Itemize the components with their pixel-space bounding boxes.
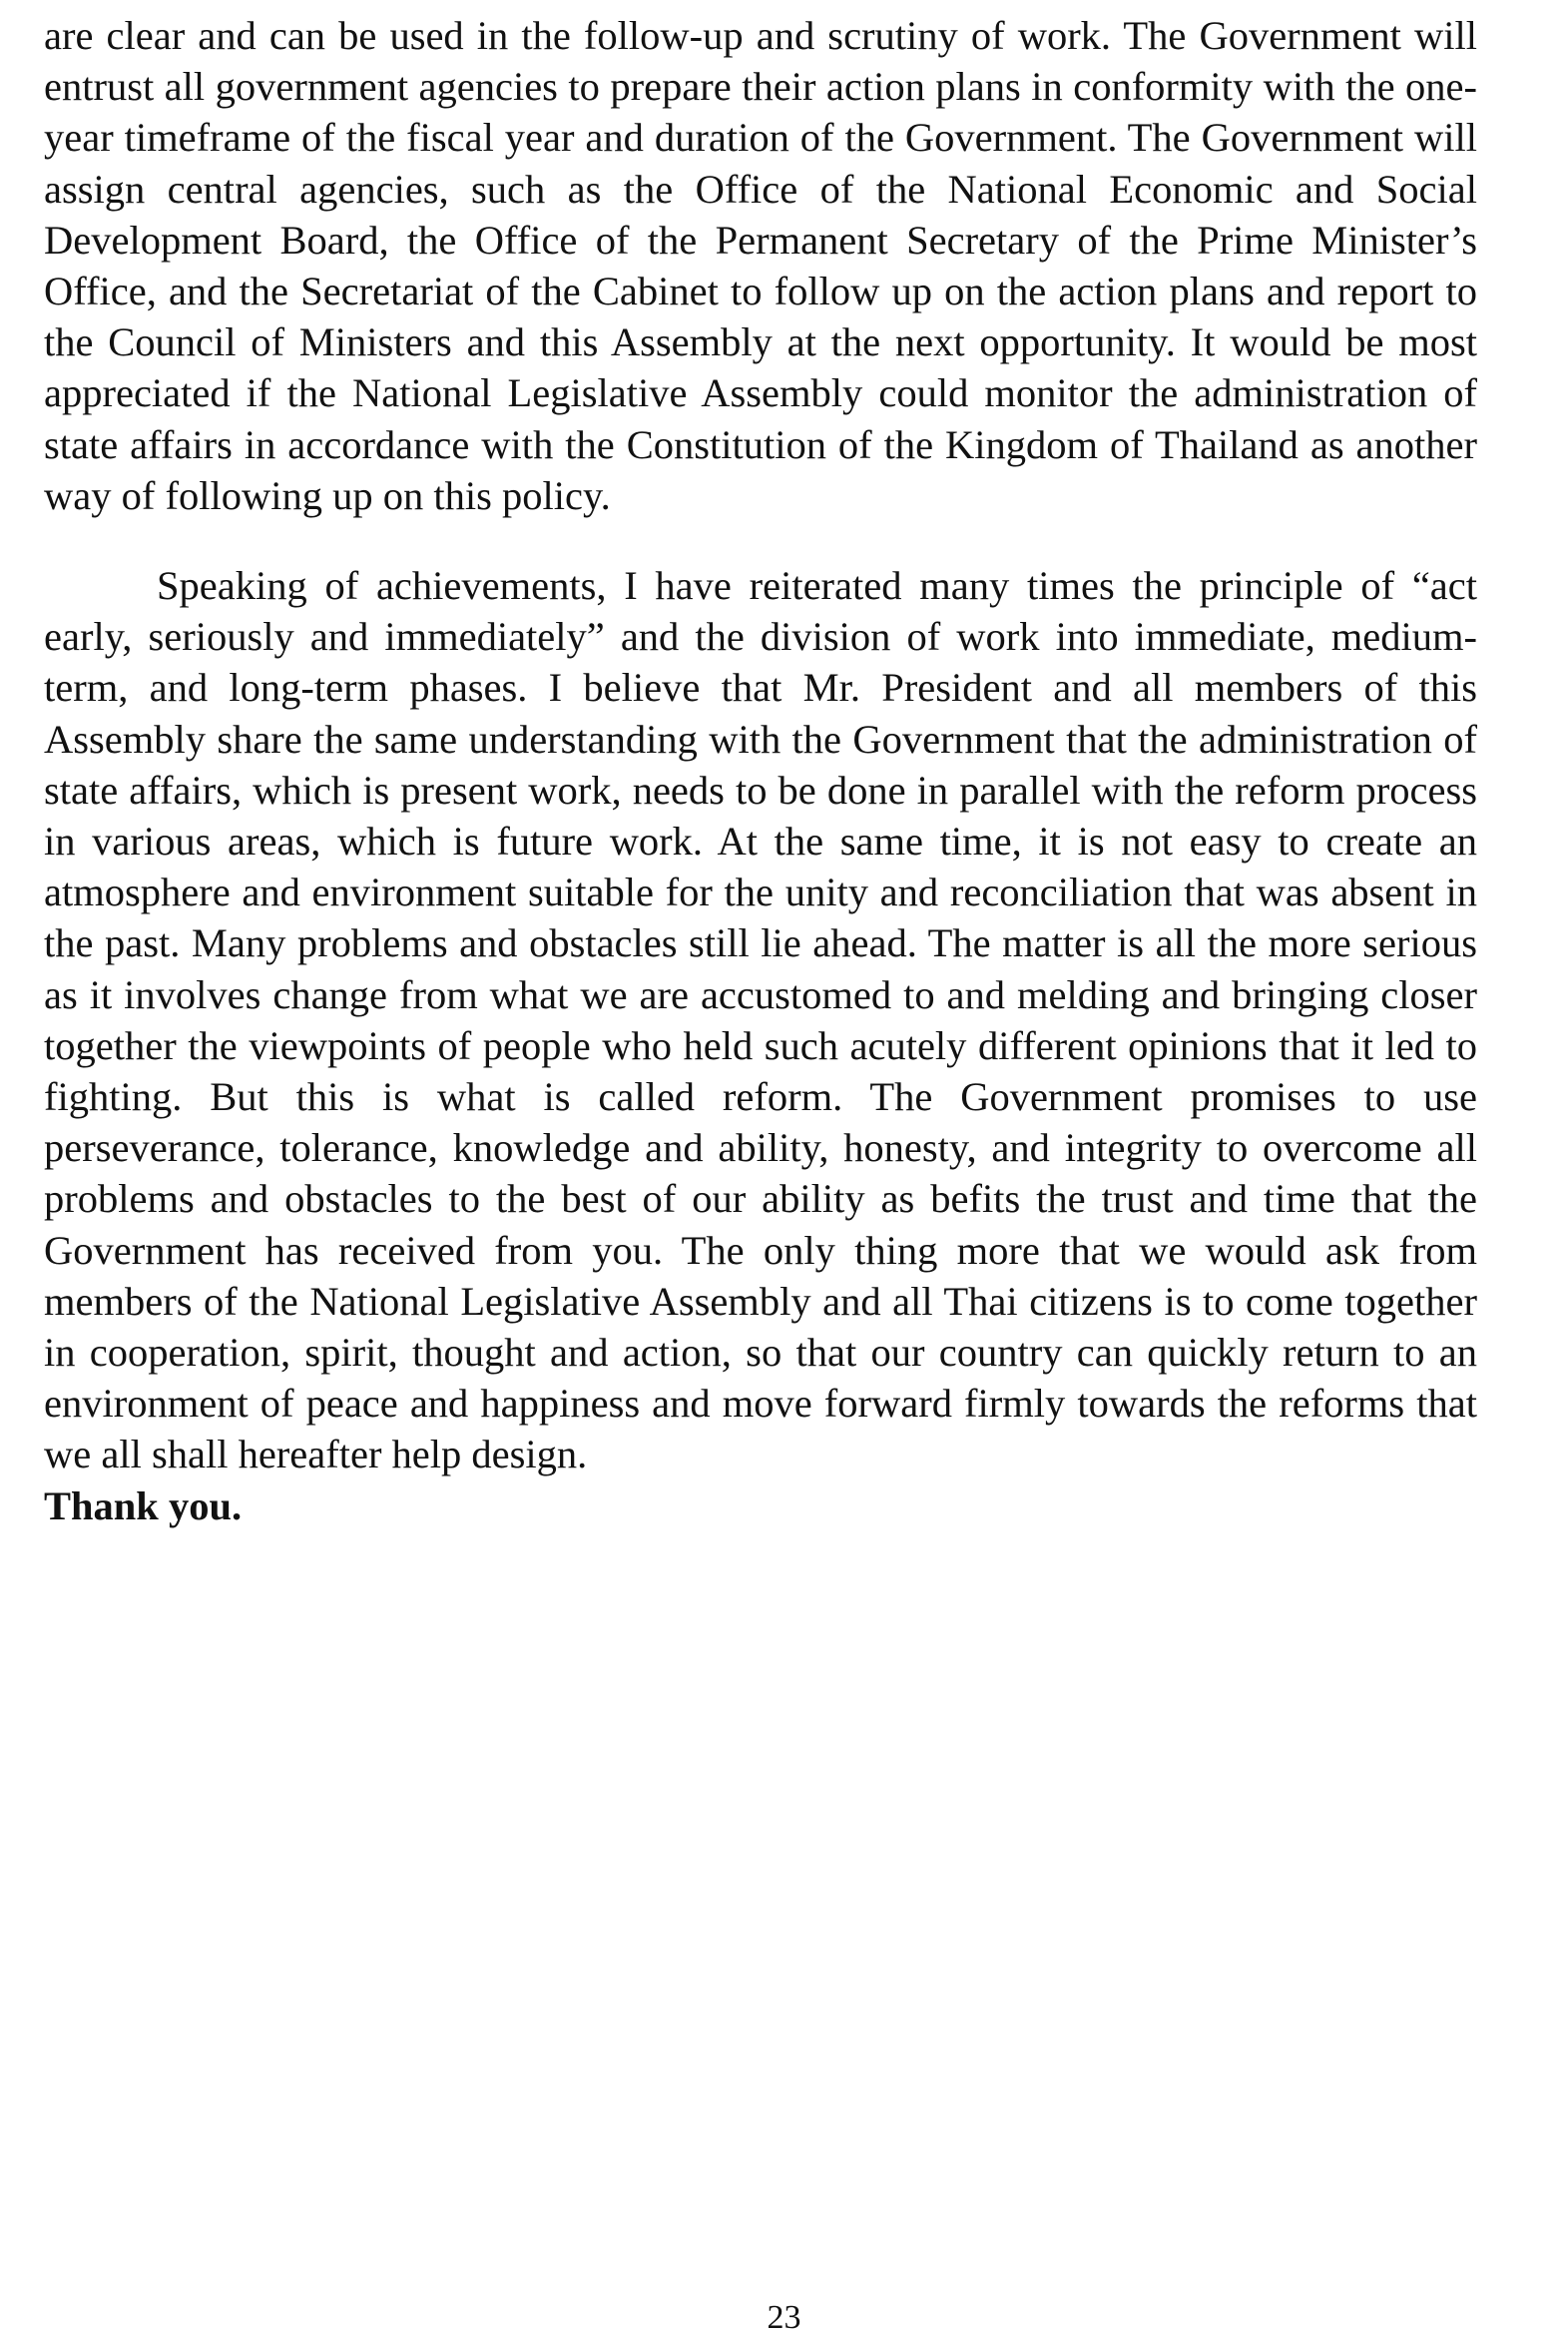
paragraph-continuation: are clear and can be used in the follow-up and scrutiny of work. The Government will entrust all government agencies to prepare their action plans in conformity with the one-year timeframe of the fiscal year and duration of the Government. The Government will assign central agencies, such as the Office of the National Economic and Social Development Board, the Office of the Permanent Secretary of the Prime Minister’s Office, and the Secretariat of the Cabinet to follow up on the action plans and report to the Council of Ministers and this Assembly at the next opportunity. It would be most appreciated if the National Legislative Assembly could monitor the administration of state affairs in accordance with the Constitution of the Kingdom of Thailand as another way of following up on this policy. <box>44 13 1477 518</box>
paragraph-achievements: Speaking of achievements, I have reiterated many times the principle of “act early, seriously and immediately” and the division of work into immediate, medium-term, and long-term phases. I believe that Mr. President and all members of this Assembly share the same understanding with the Government that the administration of state affairs, which is present work, needs to be done in parallel with the reform process in various areas, which is future work. At the same time, it is not easy to create an atmosphere and environment suitable for the unity and reconciliation that was absent in the past. Many problems and obstacles still lie ahead. The matter is all the more serious as it involves change from what we are accustomed to and melding and bringing closer together the viewpoints of people who held such acutely different opinions that it led to fighting. But this is what is called reform. The Government promises to use perseverance, tolerance, knowledge and ability, honesty, and integrity to overcome all problems and obstacles to the best of our ability as befits the trust and time that the Government has received from you. The only thing more that we would ask from members of the National Legislative Assembly and all Thai citizens is to come together in cooperation, spirit, thought and action, so that our country can quickly return to an environment of peace and happiness and move forward firmly towards the reforms that we all shall hereafter help design. <box>44 563 1477 1477</box>
page-number: 23 <box>767 2299 801 2336</box>
closing-remark: Thank you. <box>44 1482 243 1528</box>
document-page <box>44 10 1477 1531</box>
